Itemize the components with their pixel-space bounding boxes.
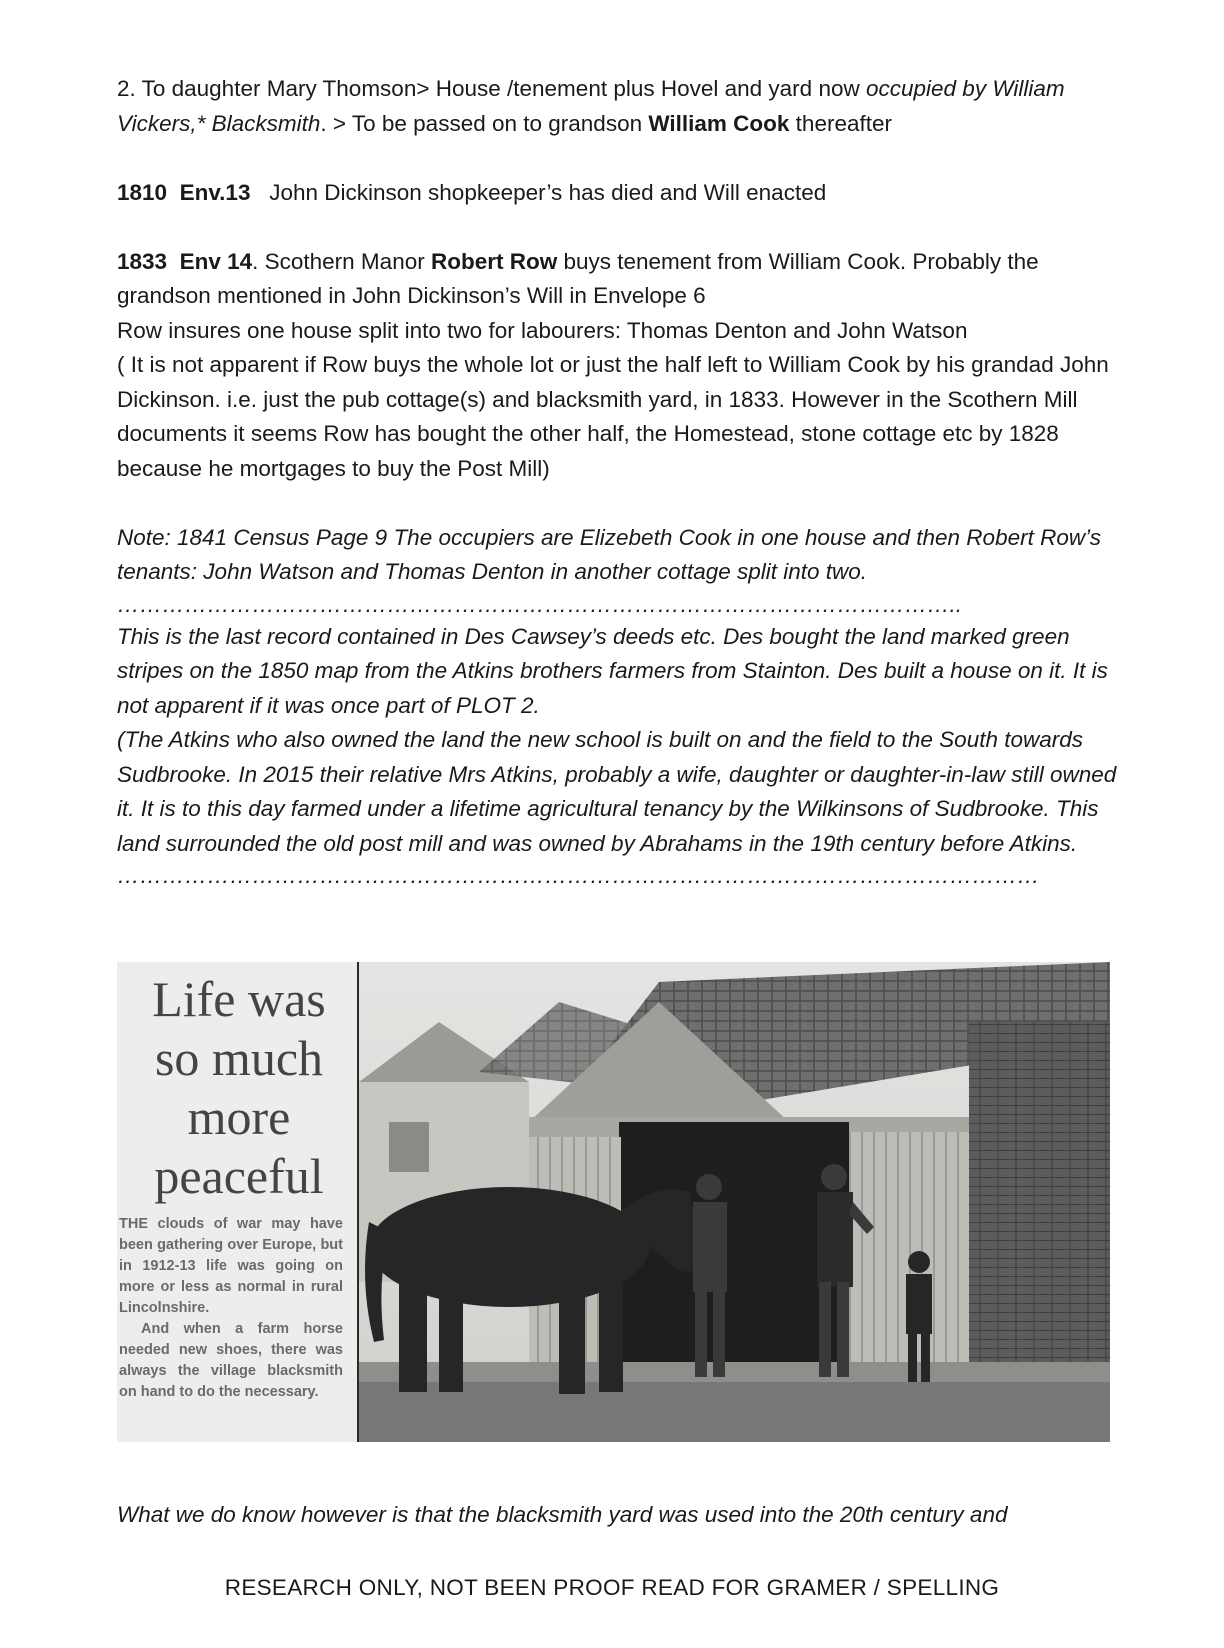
clipping-text-column — [117, 962, 359, 1442]
entry-text: John Dickinson shopkeeper’s has died and Will enacted — [269, 179, 827, 205]
clause-text-2: . > To be passed on to grandson — [320, 110, 649, 136]
will-clause-paragraph — [117, 72, 1117, 141]
census-note: Note: 1841 Census Page 9 The occupiers are Elizebeth Cook in one house and then Robert Row’s tenants: John Watson and Thomas Denton in another cottage split into two. — [117, 524, 1101, 584]
entry-1833 — [117, 245, 1117, 314]
dotted-divider-2: …………………………………………………………………………………………………………… — [117, 863, 1040, 888]
entry-year: 1810 — [117, 179, 168, 205]
clipping-blurb-1: THE clouds of war may have been gathering over Europe, but in 1912-13 life was going on more or less as normal in rural Lincolnshire. — [119, 1216, 343, 1316]
insurance-line: Row insures one house split into two for labourers: Thomas Denton and John Watson — [117, 317, 968, 343]
clipping-blurb — [119, 1214, 343, 1403]
closing-paragraph — [117, 1498, 1117, 1533]
atkins-paragraph: (The Atkins who also owned the land the new school is built on and the field to the South towards Sudbrooke. In 2015 their relative Mrs Atkins, probably a wife, daughter or daughter-in-law still owned it. It is to this day farmed under a lifetime agricultural tenancy by the Wilkinsons of Sudbrooke. This land surrounded the old post mill and was owned by Abrahams in the 19th century before Atkins. — [117, 727, 1117, 856]
clause-text: 2. To daughter Mary Thomson> House /tenement plus Hovel and yard now — [117, 76, 866, 101]
entry-envelope: Env.13 — [179, 179, 251, 205]
entry-envelope: Env 14 — [179, 248, 253, 274]
document-body — [117, 72, 1117, 891]
grandson-name: William Cook — [648, 110, 790, 136]
last-record-paragraph: This is the last record contained in Des Cawsey’s deeds etc. Des bought the land marked green stripes on the 1850 map from the Atkins brothers farmers from Stainton. Des built a house on it. It is not apparent if it was once part of PLOT 2. — [117, 623, 1108, 718]
clause-occupier: occupied by William Vickers,* Blacksmith — [117, 76, 1065, 136]
clause-text-3: thereafter — [789, 110, 892, 136]
entry-year: 1833 — [117, 248, 168, 274]
page-footer: RESEARCH ONLY, NOT BEEN PROOF READ FOR GRAMER / SPELLING — [224, 1575, 1000, 1600]
dotted-divider: ………………………………………………………………………………………………….. — [117, 591, 963, 617]
newspaper-clipping — [117, 962, 1110, 1442]
buyer-name: Robert Row — [430, 248, 558, 274]
ownership-note: ( It is not apparent if Row buys the whole lot or just the half left to William Cook by his grandad John Dickinson. i.e. just the pub cottage(s) and blacksmith yard, in 1833. However in the Scothern Mill documents it seems Row has bought the other half, the Homestead, stone cottage etc by 1828 because he mortgages to buy the Post Mill) — [117, 352, 1109, 481]
clipping-blurb-2: And when a farm horse needed new shoes, there was always the village blacksmith on hand to do the necessary. — [119, 1321, 343, 1400]
entry-text: . Scothern Manor — [252, 248, 431, 274]
closing-text: What we do know however is that the blacksmith yard was used into the 20th century and — [117, 1502, 1008, 1527]
entry-1810 — [117, 176, 1117, 211]
blacksmith-photo — [359, 962, 1110, 1442]
clipping-headline: Life was so much more peaceful — [152, 971, 326, 1204]
entry-text-2: buys tenement from William Cook. Probably the grandson mentioned in John Dickinson’s Will in Envelope 6 — [117, 248, 1039, 308]
